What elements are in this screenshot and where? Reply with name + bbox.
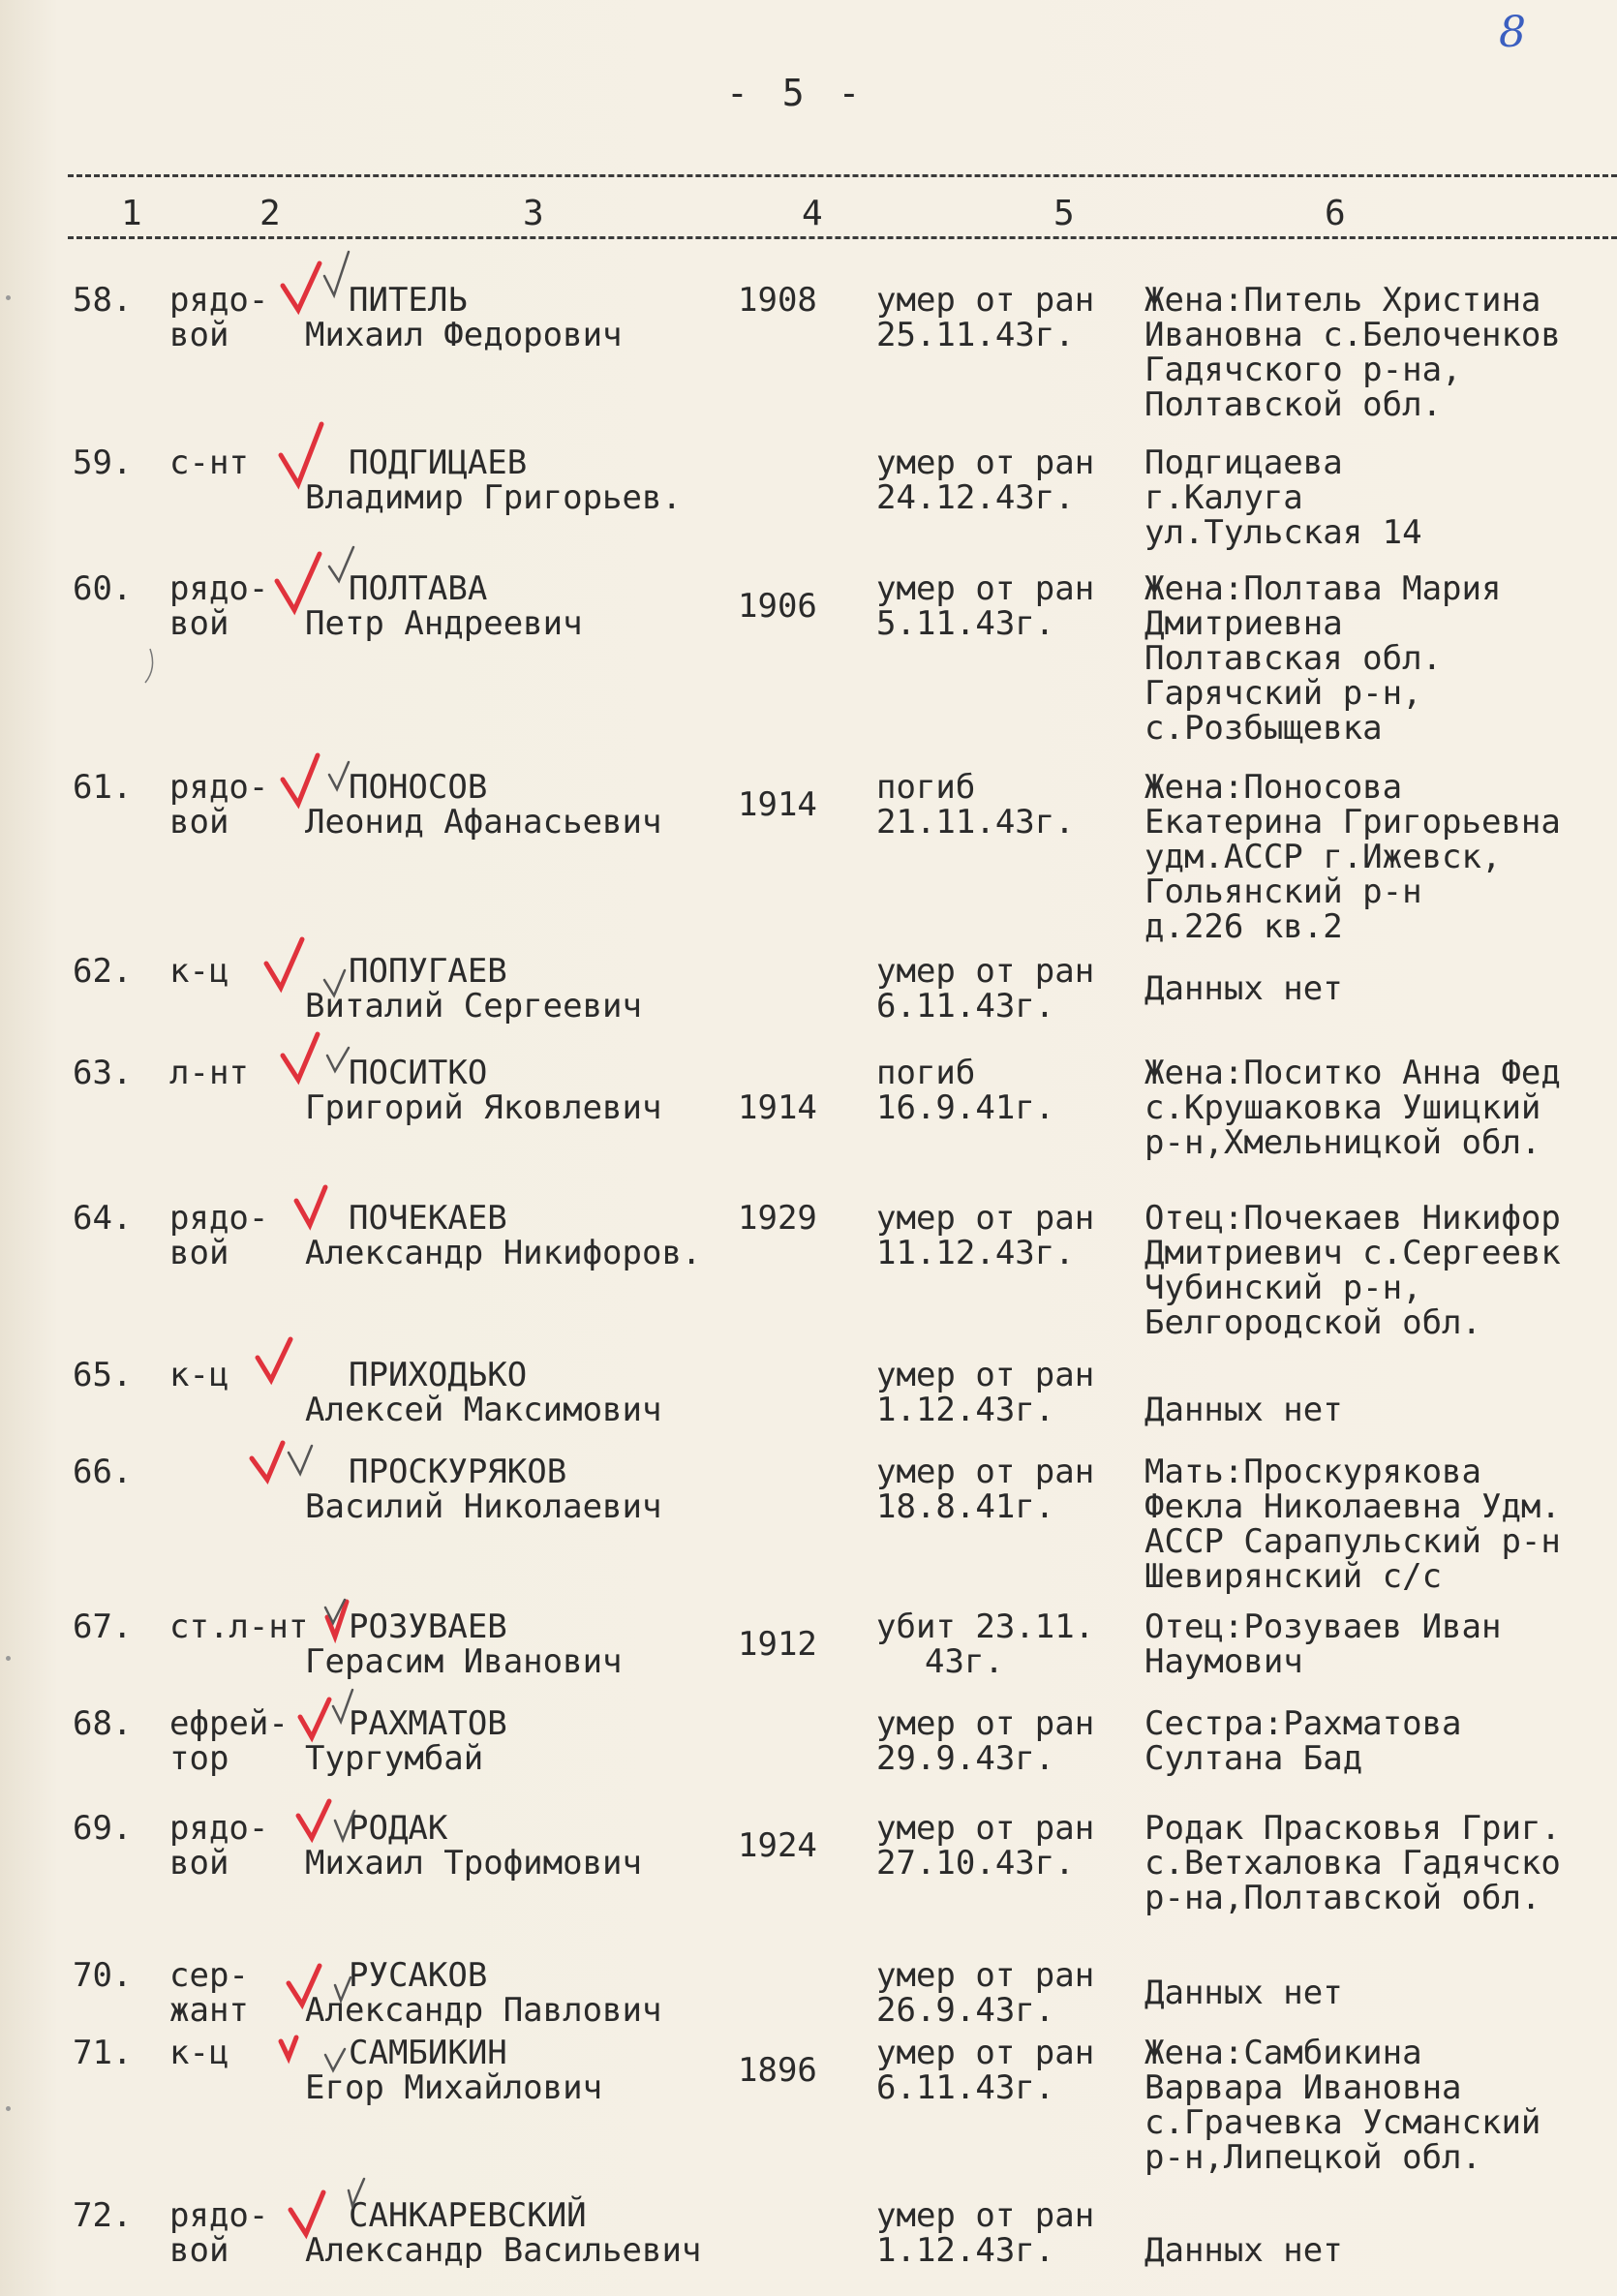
margin-dot (6, 2106, 11, 2111)
given-names: Василий Николаевич (305, 1487, 662, 1526)
fate-line: 43г. (925, 1642, 1004, 1681)
relative-line: Родак Прасковья Григ. (1144, 1809, 1561, 1848)
surname: РУСАКОВ (349, 1956, 488, 1995)
fate-line: 29.9.43г. (876, 1739, 1055, 1778)
entry-number: 64. (73, 1199, 133, 1238)
relative-line: Шевирянский с/с (1144, 1557, 1443, 1596)
margin-dot (6, 295, 11, 300)
rank-line: л-нт (169, 1054, 249, 1092)
rank-line: вой (169, 1844, 229, 1883)
entry-number: 61. (73, 768, 133, 807)
fate-line: погиб (876, 1054, 976, 1092)
rank-line: вой (169, 316, 229, 354)
relative-line: Гарячский р-н, (1144, 674, 1422, 713)
birth-year: 1912 (738, 1625, 817, 1664)
relative-line: Жена:Полтава Мария (1144, 569, 1502, 608)
col-head-3: 3 (523, 194, 544, 233)
given-names: Герасим Иванович (305, 1642, 623, 1681)
relative-line: р-н,Липецкой обл. (1144, 2138, 1481, 2177)
fate-line: 6.11.43г. (876, 2068, 1055, 2107)
birth-year: 1914 (738, 785, 817, 824)
rank-line: вой (169, 2231, 229, 2270)
relative-line: Полтавская обл. (1144, 639, 1443, 678)
given-names: Михаил Федорович (305, 316, 623, 354)
surname: ПОЧЕКАЕВ (349, 1199, 507, 1238)
page-number: - 5 - (726, 72, 867, 114)
rank-line: к-ц (169, 1356, 229, 1394)
surname: РАХМАТОВ (349, 1704, 507, 1743)
rank-line: рядо- (169, 2196, 269, 2235)
rank-line: к-ц (169, 952, 229, 991)
fate-line: 1.12.43г. (876, 1391, 1055, 1429)
relative-line: Жена:Поситко Анна Фед (1144, 1054, 1561, 1092)
given-names: Александр Васильевич (305, 2231, 702, 2270)
fate-line: 26.9.43г. (876, 1991, 1055, 2030)
given-names: Владимир Григорьев. (305, 478, 682, 517)
fate-line: 16.9.41г. (876, 1088, 1055, 1127)
fate-line: умер от ран (876, 952, 1095, 991)
entry-number: 63. (73, 1054, 133, 1092)
rank-line: к-ц (169, 2034, 229, 2072)
relative-line: Подгицаева (1144, 444, 1343, 482)
relative-line: Полтавской обл. (1144, 385, 1443, 424)
fate-line: погиб (876, 768, 976, 807)
rank-line: рядо- (169, 281, 269, 320)
fate-line: 24.12.43г. (876, 478, 1075, 517)
entry-number: 66. (73, 1453, 133, 1491)
entry-number: 60. (73, 569, 133, 608)
col-head-5: 5 (1053, 194, 1075, 233)
surname: ПОЛТАВА (349, 569, 488, 608)
entry-number: 72. (73, 2196, 133, 2235)
relative-line: Сестра:Рахматова (1144, 1704, 1462, 1743)
relative-line: Отец:Розуваев Иван (1144, 1607, 1502, 1646)
archive-sheet-number: 8 (1499, 8, 1526, 57)
relative-line: Белгородской обл. (1144, 1303, 1481, 1342)
birth-year: 1929 (738, 1199, 817, 1238)
col-head-1: 1 (121, 194, 142, 233)
given-names: Егор Михайлович (305, 2068, 603, 2107)
entry-number: 68. (73, 1704, 133, 1743)
relative-line: Жена:Питель Христина (1144, 281, 1541, 320)
rank-line: рядо- (169, 1809, 269, 1848)
entry-number: 59. (73, 444, 133, 482)
margin-dot (6, 1656, 11, 1661)
relative-line: Мать:Проскурякова (1144, 1453, 1481, 1491)
fate-line: умер от ран (876, 1453, 1095, 1491)
relative-line: Варвара Ивановна (1144, 2068, 1462, 2107)
fate-line: убит 23.11. (876, 1607, 1095, 1646)
rank-line: тор (169, 1739, 229, 1778)
rank-line: с-нт (169, 444, 249, 482)
rank-line: вой (169, 604, 229, 643)
surname: ПОСИТКО (349, 1054, 488, 1092)
birth-year: 1924 (738, 1826, 817, 1865)
relative-line: Наумович (1144, 1642, 1303, 1681)
rank-line: жант (169, 1991, 249, 2030)
relative-line: Жена:Самбикина (1144, 2034, 1422, 2072)
surname: ПРИХОДЬКО (349, 1356, 528, 1394)
birth-year: 1896 (738, 2051, 817, 2090)
surname: ПОДГИЦАЕВ (349, 444, 528, 482)
fate-line: умер от ран (876, 444, 1095, 482)
relative-line: р-н,Хмельницкой обл. (1144, 1123, 1541, 1162)
entry-number: 69. (73, 1809, 133, 1848)
relative-line: АССР Сарапульский р-н (1144, 1522, 1561, 1561)
rank-line: рядо- (169, 569, 269, 608)
given-names: Петр Андреевич (305, 604, 583, 643)
fate-line: 27.10.43г. (876, 1844, 1075, 1883)
relative-line: с.Розбыщевка (1144, 709, 1383, 748)
given-names: Александр Павлович (305, 1991, 662, 2030)
rank-line: ефрей- (169, 1704, 289, 1743)
surname: ПРОСКУРЯКОВ (349, 1453, 567, 1491)
relative-line: Султана Бад (1144, 1739, 1363, 1778)
relative-line: с.Крушаковка Ушицкий (1144, 1088, 1541, 1127)
entry-number: 67. (73, 1607, 133, 1646)
relative-line: Отец:Почекаев Никифор (1144, 1199, 1561, 1238)
entry-number: 62. (73, 952, 133, 991)
fate-line: умер от ран (876, 2034, 1095, 2072)
relative-line: р-на,Полтавской обл. (1144, 1879, 1541, 1917)
relative-line: Ивановна с.Белоченков (1144, 316, 1561, 354)
relative-line: Гольянский р-н (1144, 872, 1422, 911)
rank-line: вой (169, 1234, 229, 1272)
entry-number: 70. (73, 1956, 133, 1995)
relative-line: удм.АССР г.Ижевск, (1144, 838, 1502, 876)
surname: ПОНОСОВ (349, 768, 488, 807)
surname: САНКАРЕВСКИЙ (349, 2196, 587, 2235)
surname: РОЗУВАЕВ (349, 1607, 507, 1646)
given-names: Григорий Яковлевич (305, 1088, 662, 1127)
relative-line: Чубинский р-н, (1144, 1269, 1422, 1307)
relative-line: Фекла Николаевна Удм. (1144, 1487, 1561, 1526)
relative-line: Екатерина Григорьевна (1144, 803, 1561, 842)
col-head-2: 2 (259, 194, 281, 233)
relative-line: с.Ветхаловка Гадячско (1144, 1844, 1561, 1883)
birth-year: 1908 (738, 281, 817, 320)
relative-line: Данных нет (1144, 1391, 1343, 1429)
surname: ПОПУГАЕВ (349, 952, 507, 991)
fate-line: 1.12.43г. (876, 2231, 1055, 2270)
birth-year: 1906 (738, 587, 817, 626)
surname: ПИТЕЛЬ (349, 281, 468, 320)
relative-line: Данных нет (1144, 969, 1343, 1008)
fate-line: умер от ран (876, 1356, 1095, 1394)
fate-line: умер от ран (876, 2196, 1095, 2235)
rank-line: вой (169, 803, 229, 842)
relative-line: Гадячского р-на, (1144, 351, 1462, 389)
fate-line: умер от ран (876, 281, 1095, 320)
fate-line: умер от ран (876, 1809, 1095, 1848)
relative-line: Жена:Поносова (1144, 768, 1403, 807)
relative-line: Данных нет (1144, 2231, 1343, 2270)
given-names: Александр Никифоров. (305, 1234, 702, 1272)
relative-line: д.226 кв.2 (1144, 907, 1343, 946)
relative-line: г.Калуга (1144, 478, 1303, 517)
fate-line: умер от ран (876, 1199, 1095, 1238)
rank-line: ст.л-нт (169, 1607, 309, 1646)
entry-number: 65. (73, 1356, 133, 1394)
col-head-6: 6 (1325, 194, 1346, 233)
birth-year: 1914 (738, 1088, 817, 1127)
given-names: Виталий Сергеевич (305, 987, 642, 1026)
fate-line: 18.8.41г. (876, 1487, 1055, 1526)
rank-line: рядо- (169, 768, 269, 807)
rank-line: рядо- (169, 1199, 269, 1238)
relative-line: Дмитриевна (1144, 604, 1343, 643)
surname: РОДАК (349, 1809, 448, 1848)
given-names: Тургумбай (305, 1739, 484, 1778)
fate-line: 5.11.43г. (876, 604, 1055, 643)
rank-line: сер- (169, 1956, 249, 1995)
fate-line: 25.11.43г. (876, 316, 1075, 354)
given-names: Михаил Трофимович (305, 1844, 642, 1883)
surname: САМБИКИН (349, 2034, 507, 2072)
relative-line: Дмитриевич с.Сергеевк (1144, 1234, 1561, 1272)
fate-line: умер от ран (876, 1956, 1095, 1995)
entry-number: 71. (73, 2034, 133, 2072)
relative-line: с.Грачевка Усманский (1144, 2103, 1541, 2142)
fate-line: умер от ран (876, 1704, 1095, 1743)
col-head-4: 4 (802, 194, 823, 233)
given-names: Алексей Максимович (305, 1391, 662, 1429)
fate-line: умер от ран (876, 569, 1095, 608)
given-names: Леонид Афанасьевич (305, 803, 662, 842)
relative-line: Данных нет (1144, 1974, 1343, 2012)
entry-number: 58. (73, 281, 133, 320)
relative-line: ул.Тульская 14 (1144, 513, 1422, 552)
fate-line: 6.11.43г. (876, 987, 1055, 1026)
fate-line: 21.11.43г. (876, 803, 1075, 842)
fate-line: 11.12.43г. (876, 1234, 1075, 1272)
